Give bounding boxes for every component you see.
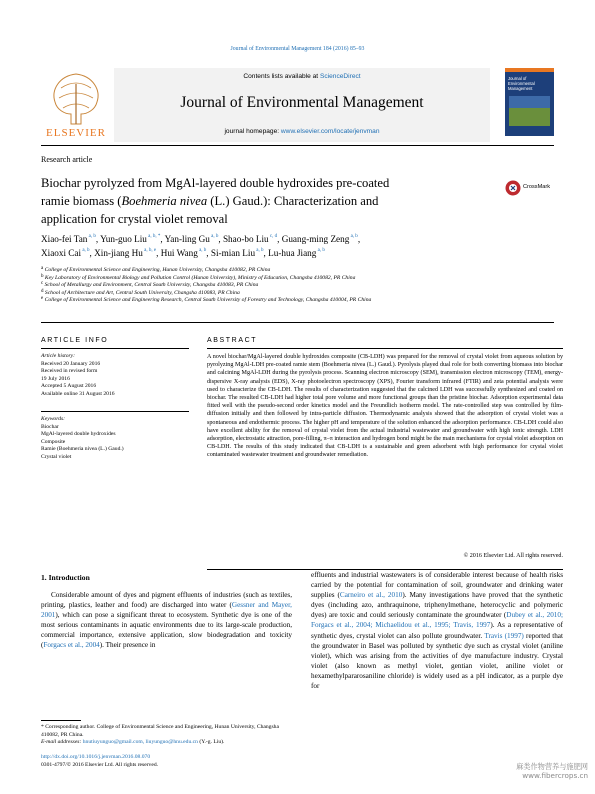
body-text: reported that the groundwater in Basel was polluted by synthetic dye such as crystal violet (aniline violet), which was arising from the activities of dye manufacture industry. Crystal violet (also known as methyl violet, gentian violet, aniline violet or hexamethylpararosaniline chloride) is widely used as a pH indicator, as a purple dye for [311, 631, 563, 691]
footnote-rule [41, 720, 81, 721]
running-header: Journal of Environmental Management 184 (2016) 85–93 [230, 46, 365, 52]
body-text: ), which can pose a significant threat to ecosystem. Synthetic dye is one of the most serious contaminants in aquatic environments due to its large-scale production, commercial importance, extensive application, slow biodegradation and toxicity ( [41, 611, 292, 650]
history-item: Received in revised form [41, 368, 98, 375]
author-affiliation-marker[interactable]: a, b, e [142, 248, 157, 253]
email-links[interactable]: hnutiuyunguo@gmail.com, liuyunguo@hnu.edu.cn [82, 739, 198, 746]
doi-link[interactable]: http://dx.doi.org/10.1016/j.jenvman.2016.08.070 [41, 754, 151, 760]
abstract-heading: ABSTRACT [207, 337, 258, 344]
author-affiliation-marker[interactable]: a, b [316, 248, 325, 253]
author-affiliation-marker[interactable]: a, b [81, 248, 90, 253]
keyword-item: MgAl-layered double hydroxides [41, 431, 116, 438]
issn-line: 0301-4797/© 2016 Elsevier Ltd. All rights reserved. [41, 761, 159, 768]
elsevier-logo [41, 68, 111, 147]
affiliation-text: Key Laboratory of Environmental Biology and Pollution Control (Hunan University), Ministry of Education, Changsha 410082, PR China [43, 274, 356, 281]
history-item: Accepted 5 August 2016 [41, 383, 97, 390]
watermark: 麻类作物营养与施肥网 www.fibercrops.cn [516, 762, 588, 780]
author-name: Hui Wang [160, 248, 198, 258]
corresponding-author: * Corresponding author. College of Environmental Science and Engineering, Hunan University, Changsha 410082, PR China. [41, 724, 279, 738]
keyword-item: Biochar [41, 423, 59, 430]
sciencedirect-link[interactable]: ScienceDirect [319, 73, 361, 80]
author-line-1: Xiao-fei Tan $^{a, b}$, Yun-guo Liu $^{a, b, *}$, Yan-ling Gu $^{a, b}$, Shao-bo Liu $^{c, d}$, Guang-ming Zeng $^{a, b}$, [41, 234, 361, 244]
affiliation-label: d [41, 288, 44, 294]
article-title: Biochar pyrolyzed from MgAl-layered double hydroxides pre-coated ramie biomass (Boehmeria nivea (L.) Gaud.): Characterization and application for crystal violet removal [41, 174, 491, 228]
front-rule [41, 322, 554, 323]
article-info [41, 337, 189, 460]
homepage-link[interactable]: www.elsevier.com/locate/jenvman [280, 128, 380, 135]
affiliation-text: College of Environmental Science and Engineering Research, Central South University of Forestry and Technology, Changsha 410004, PR China [43, 297, 372, 304]
keyword-item: Crystal violet [41, 453, 72, 460]
title-line-2: ramie biomass (Boehmeria nivea (L.) Gaud.): Characterization and [41, 194, 379, 208]
affiliation-label: e [41, 296, 44, 302]
body-text: ). As a representative of synthetic dyes, crystal violet can also pollute groundwater. [311, 621, 563, 640]
author-name: Yan-ling Gu [164, 234, 210, 244]
masthead-rule [41, 145, 554, 146]
author-name: Si-mian Liu [210, 248, 256, 258]
author-name: Xiao-fei Tan [41, 234, 88, 244]
affiliation-text: School of Architecture and Art, Central South University, Changsha 410083, PR China [43, 289, 240, 296]
author-affiliation-marker[interactable]: a, b, * [146, 234, 161, 239]
affiliation-label: c [41, 281, 44, 287]
affiliation-item [41, 297, 551, 305]
body-text: Considerable amount of dyes and pigment effluents of industries (such as textiles, printing, plastics, leather and food) are discharged into water ( [41, 591, 292, 610]
author-name: Xiaoxi Cai [41, 248, 82, 258]
affiliations [41, 267, 551, 305]
crossmark-icon [505, 180, 521, 196]
crossmark-badge[interactable] [505, 180, 551, 201]
author-affiliation-marker[interactable]: a, b [255, 248, 264, 253]
author-affiliation-marker[interactable]: a, b [349, 234, 358, 239]
affiliation-label: b [41, 273, 44, 279]
author-line-2: Xiaoxi Cai $^{a, b}$, Xin-jiang Hu $^{a, b, e}$, Hui Wang $^{a, b}$, Si-mian Liu $^{a, b}$, Lu-hua Jiang $^{a, b}$ [41, 248, 325, 258]
body-text: effluents and industrial wastewaters is of considerable interest because of health risks carried by the potential for contamination of soil, groundwater and drinking water supplies ( [311, 571, 563, 600]
author-name: Guang-ming Zeng [281, 234, 350, 244]
body-text: ). Their presence in [99, 641, 156, 650]
history-label: Article history: [41, 353, 76, 359]
affiliation-text: School of Metallurgy and Environment, Central South University, Changsha 410083, PR China [43, 282, 259, 289]
author-name: Shao-bo Liu [222, 234, 269, 244]
author-list [41, 232, 521, 260]
affiliation-text: College of Environmental Science and Engineering, Hunan University, Changsha 410082, PR China [43, 267, 271, 273]
affiliation-item [41, 282, 551, 290]
author-affiliation-marker[interactable]: c, d [268, 234, 278, 239]
homepage-line: journal homepage: www.elsevier.com/locate/jenvman [224, 128, 380, 135]
history-item: Available online 31 August 2016 [41, 390, 115, 397]
author-name: Lu-hua Jiang [268, 248, 317, 258]
history-item: Received 20 January 2016 [41, 360, 101, 367]
doi-block [41, 754, 158, 769]
journal-title: Journal of Environmental Management [180, 94, 424, 111]
author-name: Xin-jiang Hu [94, 248, 143, 258]
keyword-item: Composite [41, 438, 66, 445]
intro-heading: 1. Introduction [41, 573, 90, 582]
footnote [41, 724, 292, 747]
keyword-item: Ramie (Boehmeria nivea (L.) Gaud.) [41, 446, 124, 453]
abstract-text: A novel biochar/MgAl-layered double hydroxides composite (CB-LDH) was prepared for the removal of crystal violet from aqueous solution by pyrolyzing MgAl-LDH pre-coated ramie stem (Boehmeria nivea (L.) Gaud.). Pyrolysis played dual role for both converting biomass into biochar and calcining MgAl-LDH during the pyrolysis process. Scanning electron microscopy (SEM), transmission electron microscopy (TEM), energy-dispersive X-ray analysis (EDS), X-ray photoelectron spectroscopy (XPS), Fourier transform infrared (FTIR) and zeta potential analysis were used to characterize the CB-LDH. The results of characterization suggested that the calcined LDH was successfully synthesized and coated on biochar. The resulted CB-LDH had higher total pore volume and more functional groups than the pristine biochar. Adsorption experimental data fitted well with the pseudo-second order kinetics model and the Freundlich isotherm model. The rate-controlled step was controlled by film-diffusion initially and then followed by intra-particle diffusion. Thermodynamic analysis showed that the adsorption of crystal violet was a spontaneous and endothermic process. The higher pH and temperature of the solution enhanced the adsorption performance. CB-LDH could also have excellent ability for the removal of crystal violet from the actual industrial wastewater and groundwater with high ionic strength. LDH adsorption, electrostatic attraction, pore-filling, π–π interaction and hydrogen bond might be the main mechanisms for crystal violet adsorption on CB-LDH. The results of this study indicated that CB-LDH is a sustainable and green adsorbent with high performance for crystal violet contaminated wastewater treatment and groundwater remediation. [207, 354, 563, 459]
author-affiliation-marker[interactable]: a, b [87, 234, 96, 239]
citation-link[interactable]: Gessner and Mayer, 2001 [41, 601, 292, 620]
citation-link[interactable]: Dubey et al., 2010; Forgacs et al., 2004; Michaelidou et al., 1995; Travis, 1997 [311, 611, 563, 630]
citation-link[interactable]: Carneiro et al., 2010 [339, 591, 403, 600]
publisher-name: ELSEVIER [46, 127, 106, 139]
citation-link[interactable]: Travis (1997) [484, 631, 524, 640]
author-affiliation-marker[interactable]: a, b [209, 234, 219, 239]
contents-line: Contents lists available at ScienceDirect [243, 73, 361, 80]
affiliation-item [41, 267, 551, 275]
body-text: ). Many investigations have proved that the synthetic dyes (including azo, anthraquinone, triphenylmethane, heterocyclic and polymeric dyes) are toxic and could seriously contaminate the groundwater ( [311, 591, 563, 620]
article-info-heading: ARTICLE INFO [41, 337, 109, 344]
crossmark-label: CrossMark [523, 184, 551, 190]
email-line: E-mail addresses: hnutiuyunguo@gmail.com, liuyunguo@hnu.edu.cn (Y.-g. Liu). [41, 739, 225, 746]
history-item: 19 July 2016 [41, 375, 70, 382]
keywords-label: Keywords: [41, 416, 66, 422]
affiliation-label: a [41, 266, 44, 271]
intro-right-paragraph [311, 570, 563, 691]
intro-left-paragraph [41, 590, 292, 651]
journal-cover: Journal of Environmental Management [505, 68, 554, 136]
article-type: Research article [41, 155, 93, 164]
author-name: Yun-guo Liu [100, 234, 147, 244]
abstract [207, 337, 563, 559]
masthead-banner [114, 68, 490, 142]
author-affiliation-marker[interactable]: a, b [197, 248, 207, 253]
abstract-copyright: © 2016 Elsevier Ltd. All rights reserved. [463, 553, 563, 559]
citation-link[interactable]: Forgacs et al., 2004 [43, 641, 100, 650]
